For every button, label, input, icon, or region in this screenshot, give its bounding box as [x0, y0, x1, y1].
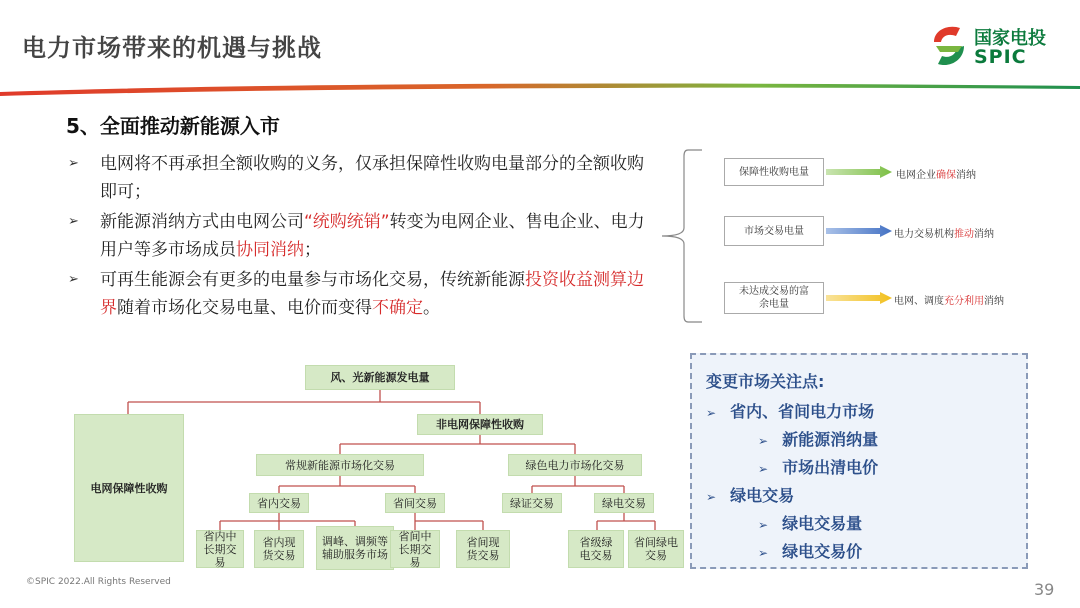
flow-target-text: 消纳: [984, 296, 1004, 307]
org-node-guaranteed: [74, 414, 184, 562]
org-node-label: 非电网保障性收购: [436, 418, 524, 431]
focus-title: 变更市场关注点:: [706, 372, 825, 391]
arrow-bullet-icon: ➢: [758, 546, 769, 560]
focus-item: [758, 427, 878, 450]
flow-box-surplus: [724, 282, 824, 314]
logo-chinese-name: 国家电投: [974, 28, 1046, 49]
org-node-inter-long: [390, 530, 440, 568]
org-node-inter-spot: [456, 530, 510, 568]
arrow-bullet-icon: ➢: [68, 156, 79, 171]
org-node-label: 省间中长期交易: [398, 529, 432, 569]
flow-target-text: 电网企业: [896, 170, 936, 181]
org-node-label: 风、光新能源发电量: [330, 371, 430, 384]
arrow-bullet-icon: ➢: [68, 214, 79, 229]
arrow-bullet-icon: ➢: [758, 518, 769, 532]
arrow-bullet-icon: ➢: [758, 434, 769, 448]
bullet-highlight: 协同消纳: [236, 240, 304, 260]
bullet-text: ；: [304, 240, 321, 260]
flow-target-guaranteed: [896, 166, 976, 181]
org-node-intra-spot: [254, 530, 304, 568]
green-arrow-icon: [826, 166, 892, 178]
org-node-label: 绿证交易: [510, 496, 554, 510]
focus-item-text: 新能源消纳量: [782, 430, 879, 449]
focus-item: [758, 455, 878, 478]
flow-target-highlight: 推动: [954, 229, 974, 240]
org-node-green-power: [594, 493, 654, 513]
org-node-label: 绿电交易: [602, 496, 646, 510]
bullet-text: 电网将不再承担全额收购的义务，仅承担保障性收购电量部分的全额收购即可；: [100, 154, 644, 202]
focus-item: [758, 539, 862, 562]
org-node-label: 省内中长期交易: [203, 529, 237, 569]
page-title: 电力市场带来的机遇与挑战: [22, 34, 322, 62]
bullet-highlight: “统购统销”: [304, 212, 390, 232]
flow-box-guaranteed: [724, 158, 824, 186]
bullet-highlight: 不确定: [372, 298, 423, 318]
flow-box-label: 未达成交易的富余电量: [739, 286, 809, 310]
org-node-label: 省间现货交易: [466, 536, 500, 562]
bullet-text: 新能源消纳方式由电网公司: [100, 212, 304, 232]
flow-target-text: 消纳: [974, 229, 994, 240]
org-node-inter-green: [628, 530, 684, 568]
focus-item: [706, 399, 874, 422]
arrow-bullet-icon: ➢: [706, 490, 717, 504]
org-node-intra: [249, 493, 309, 513]
focus-item-text: 绿电交易价: [782, 542, 863, 561]
market-focus-box: [690, 353, 1028, 569]
bullet-text: 转变为电网企业、售电企业、电力用户等多市场成员: [100, 212, 645, 260]
page-number: 39: [1034, 580, 1055, 599]
org-node-cert: [502, 493, 562, 513]
org-node-prov-green: [568, 530, 624, 568]
bullet-item: [64, 208, 654, 264]
focus-item: [706, 483, 794, 506]
org-node-intra-long: [196, 530, 244, 568]
flow-target-text: 消纳: [956, 170, 976, 181]
header-gradient-band: [0, 80, 1080, 100]
flow-box-label: 保障性收购电量: [739, 166, 809, 178]
bullet-text: 。: [423, 298, 440, 318]
logo-mark-icon: [928, 22, 970, 70]
org-node-label: 电网保障性收购: [90, 481, 168, 495]
logo-english-name: SPIC: [974, 46, 1027, 68]
section-heading: 5、全面推动新能源入市: [66, 114, 280, 138]
flow-target-highlight: 确保: [936, 170, 956, 181]
arrow-bullet-icon: ➢: [706, 406, 717, 420]
spic-logo: [928, 22, 1068, 74]
bullet-item: [64, 150, 654, 206]
org-node-conventional: [256, 454, 424, 476]
flow-target-surplus: [894, 292, 1004, 307]
org-node-ancillary: [316, 526, 394, 570]
org-node-label: 调峰、调频等辅助服务市场: [322, 535, 388, 561]
org-node-green: [508, 454, 642, 476]
bullet-highlight: 投资收益测算边界: [100, 270, 644, 318]
focus-item-text: 省内、省间电力市场: [730, 402, 875, 421]
bullet-item: [64, 266, 654, 322]
org-node-label: 省间绿电交易: [634, 536, 678, 562]
org-node-non-guaranteed: [417, 414, 543, 435]
org-node-root: [305, 365, 455, 390]
yellow-arrow-icon: [826, 292, 892, 304]
arrow-bullet-icon: ➢: [68, 272, 79, 287]
flow-target-text: 电力交易机构: [894, 229, 954, 240]
focus-item-text: 绿电交易: [730, 486, 795, 505]
bullet-text: 可再生能源会有更多的电量参与市场化交易，传统新能源: [100, 270, 525, 290]
focus-item-text: 市场出清电价: [782, 458, 879, 477]
flow-target-text: 电网、调度: [894, 296, 944, 307]
blue-arrow-icon: [826, 225, 892, 237]
org-node-label: 常规新能源市场化交易: [285, 458, 395, 472]
org-node-label: 省间交易: [393, 496, 437, 510]
focus-item-text: 绿电交易量: [782, 514, 863, 533]
bullet-text: 随着市场化交易电量、电价而变得: [117, 298, 372, 318]
bullet-list: [64, 150, 654, 324]
arrow-bullet-icon: ➢: [758, 462, 769, 476]
flow-target-highlight: 充分利用: [944, 296, 984, 307]
org-node-label: 绿色电力市场化交易: [525, 458, 625, 472]
org-node-inter: [385, 493, 445, 513]
flow-box-market: [724, 216, 824, 246]
copyright-footer: ©SPIC 2022.All Rights Reserved: [26, 577, 171, 587]
flow-target-market: [894, 225, 994, 240]
curly-brace: [658, 148, 704, 324]
org-node-label: 省内交易: [257, 496, 301, 510]
org-node-label: 省级绿电交易: [579, 536, 613, 562]
org-node-label: 省内现货交易: [262, 536, 296, 562]
focus-item: [758, 511, 862, 534]
flow-box-label: 市场交易电量: [744, 225, 804, 237]
